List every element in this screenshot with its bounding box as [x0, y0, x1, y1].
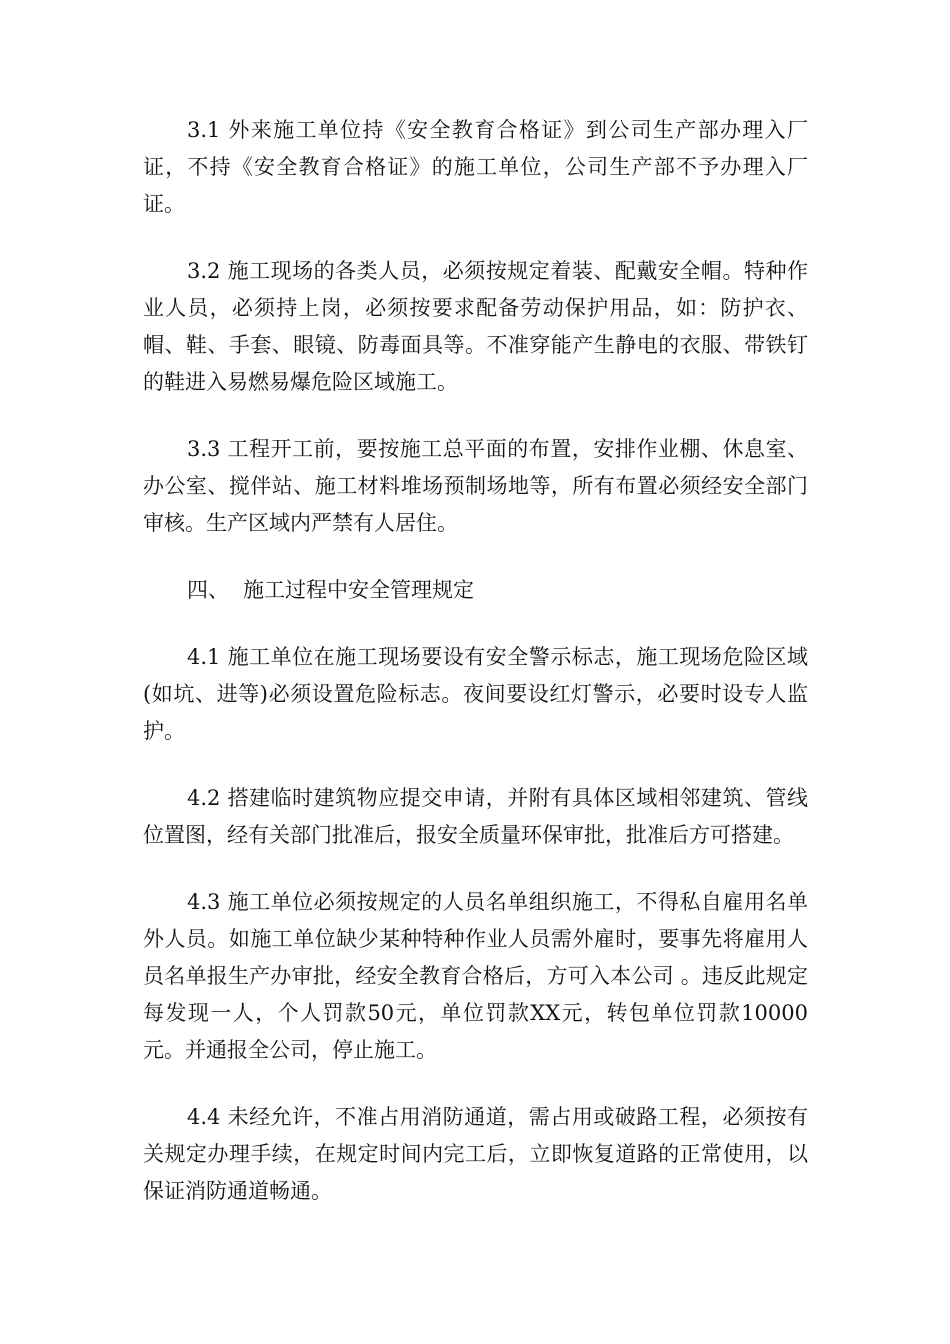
- paragraph-4-1: 4.1 施工单位在施工现场要设有安全警示标志，施工现场危险区域(如坑、进等)必须设置危险标志。夜间要设红灯警示，必要时设专人监护。: [143, 645, 808, 743]
- paragraph-4-3: 4.3 施工单位必须按规定的人员名单组织施工，不得私自雇用名单外人员。如施工单位缺少某种特种作业人员需外雇时，要事先将雇用人员名单报生产办审批，经安全教育合格后，方可入本公司 。违反此规定每发现一人，个人罚款50元，单位罚款XX元，转包单位罚款10000元。并通报全公司，停止施工。: [143, 890, 808, 1062]
- paragraph-4-4: 4.4 未经允许，不准占用消防通道，需占用或破路工程，必须按有关规定办理手续，在规定时间内完工后，立即恢复道路的正常使用，以保证消防通道畅通。: [143, 1105, 808, 1203]
- section-title: 施工过程中安全管理规定: [243, 578, 474, 602]
- paragraph-3-1: 3.1 外来施工单位持《安全教育合格证》到公司生产部办理入厂证，不持《安全教育合格证》的施工单位，公司生产部不予办理入厂证。: [143, 118, 808, 216]
- document-body: [143, 112, 808, 1240]
- paragraph-4-2: 4.2 搭建临时建筑物应提交申请，并附有具体区域相邻建筑、管线位置图，经有关部门批准后，报安全质量环保审批，批准后方可搭建。: [143, 786, 808, 847]
- paragraph-3-2: 3.2 施工现场的各类人员，必须按规定着装、配戴安全帽。特种作业人员，必须持上岗，必须按要求配备劳动保护用品，如：防护衣、帽、鞋、手套、眼镜、防毒面具等。不准穿能产生静电的衣服、带铁钉的鞋进入易燃易爆危险区域施工。: [143, 259, 808, 394]
- section-heading-4: [143, 572, 808, 609]
- paragraph-3-3: 3.3 工程开工前，要按施工总平面的布置，安排作业棚、休息室、办公室、搅伴站、施工材料堆场预制场地等，所有布置必须经安全部门审核。生产区域内严禁有人居住。: [143, 437, 808, 535]
- section-number: 四、: [187, 578, 229, 602]
